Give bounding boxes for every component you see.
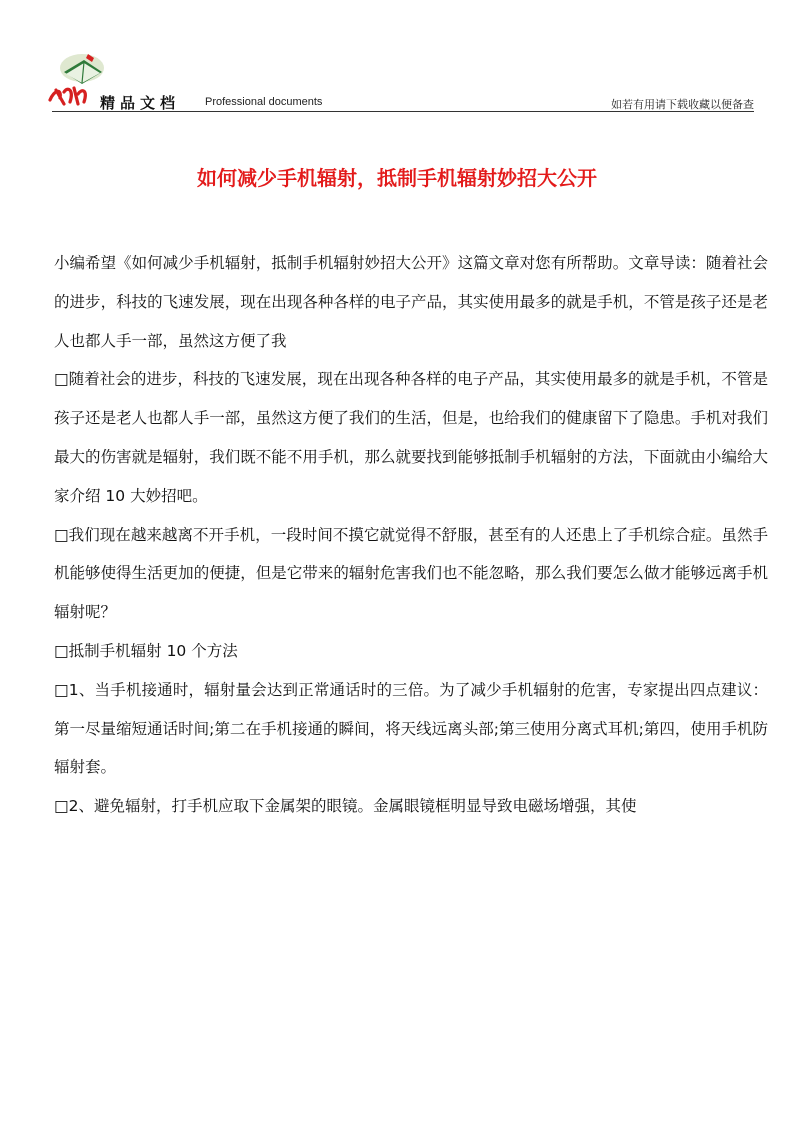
body-paragraph: □随着社会的进步，科技的飞速发展，现在出现各种各样的电子产品，其实使用最多的就是手机，不管是孩子还是老人也都人手一部，虽然这方便了我们的生活，但是，也给我们的健康留下了隐患。手机对我们最大的伤害就是辐射，我们既不能不用手机，那么就要找到能够抵制手机辐射的方法，下面就由小编给大家介绍 10 大妙招吧。 <box>54 370 768 505</box>
list-item: □2、避免辐射，打手机应取下金属架的眼镜。金属眼镜框明显导致电磁场增强，其使 <box>54 797 637 816</box>
header-right-note: 如若有用请下载收藏以便备查 <box>611 98 754 111</box>
body-paragraph: □我们现在越来越离不开手机，一段时间不摸它就觉得不舒服，甚至有的人还患上了手机综合症。虽然手机能够使得生活更加的便捷，但是它带来的辐射危害我们也不能忽略，那么我们要怎么做才能够远离手机辐射呢？ <box>54 525 768 622</box>
page-header <box>40 50 754 112</box>
header-brand: 精品文档 <box>100 94 181 112</box>
header-subtitle: Professional documents <box>205 96 323 108</box>
header-divider <box>52 111 754 112</box>
list-item: □1、当手机接通时，辐射量会达到正常通话时的三倍。为了减少手机辐射的危害，专家提出四点建议：第一尽量缩短通话时间;第二在手机接通的瞬间，将天线远离头部;第三使用分离式耳机;第四，使用手机防辐射套。 <box>54 680 768 777</box>
book-logo-icon <box>48 50 108 108</box>
intro-paragraph: 小编希望《如何减少手机辐射，抵制手机辐射妙招大公开》这篇文章对您有所帮助。文章导读：随着社会的进步，科技的飞速发展，现在出现各种各样的电子产品，其实使用最多的就是手机，不管是孩子还是老人也都人手一部，虽然这方便了我 <box>54 254 768 350</box>
document-body <box>54 244 768 826</box>
section-heading: □抵制手机辐射 10 个方法 <box>54 641 238 660</box>
document-title: 如何减少手机辐射，抵制手机辐射妙招大公开 <box>197 166 597 190</box>
